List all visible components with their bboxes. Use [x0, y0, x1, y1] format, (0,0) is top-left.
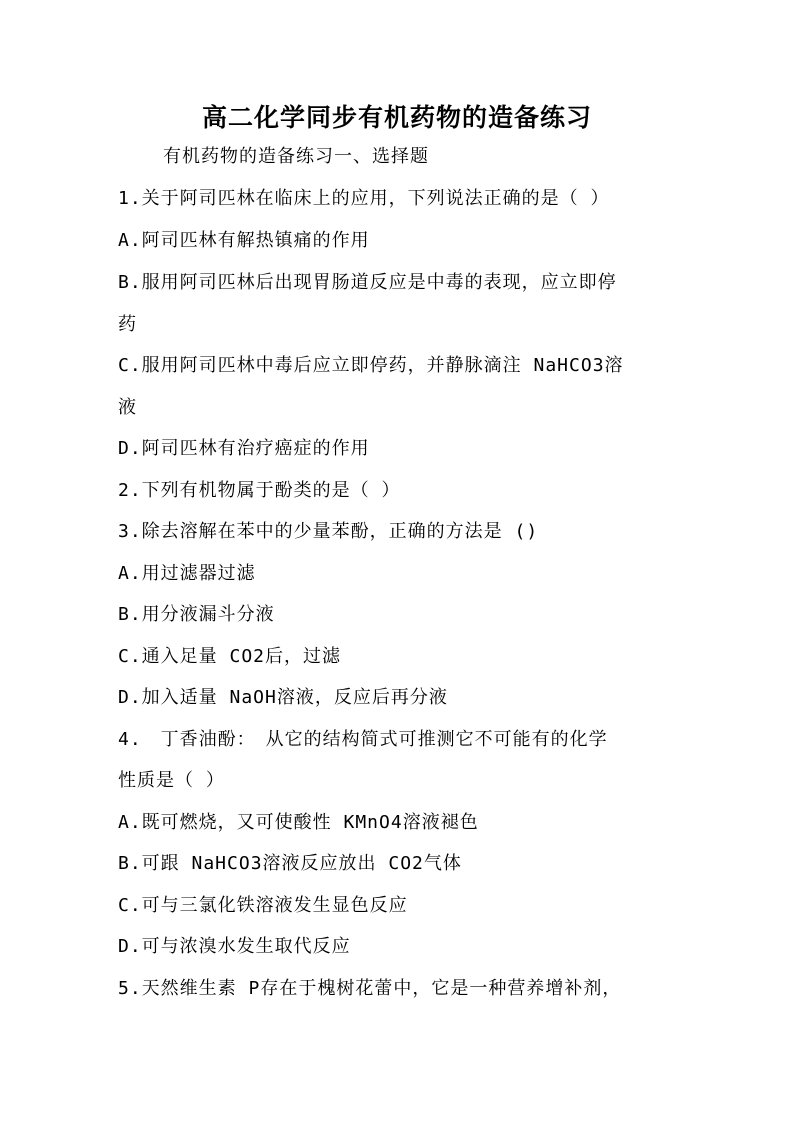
question-4-stem-cont: 性质是（ ）	[118, 770, 225, 791]
question-5-stem: 5.天然维生素 P存在于槐树花蕾中，它是一种营养增补剂，	[118, 978, 622, 999]
question-3-option-d: D.加入适量 NaOH溶液，反应后再分液	[118, 687, 448, 708]
question-3-option-b: B.用分液漏斗分液	[118, 604, 275, 625]
question-1-option-c: C.服用阿司匹林中毒后应立即停药，并静脉滴注 NaHCO3溶	[118, 355, 624, 376]
document-title: 高二化学同步有机药物的造备练习	[201, 103, 592, 132]
question-4-option-b: B.可跟 NaHCO3溶液反应放出 CO2气体	[118, 853, 462, 874]
question-2-stem: 2.下列有机物属于酚类的是（ ）	[118, 480, 401, 501]
question-4-stem: 4. 丁香油酚： 从它的结构简式可推测它不可能有的化学	[118, 729, 608, 750]
question-3-stem: 3.除去溶解在苯中的少量苯酚，正确的方法是 ()	[118, 521, 539, 542]
question-4-option-d: D.可与浓溴水发生取代反应	[118, 936, 351, 957]
question-3-option-a: A.用过滤器过滤	[118, 563, 256, 584]
question-4-option-a: A.既可燃烧，又可使酸性 KMnO4溶液褪色	[118, 812, 479, 833]
question-4-option-c: C.可与三氯化铁溶液发生显色反应	[118, 895, 408, 916]
section-heading: 有机药物的造备练习一、选择题	[163, 146, 429, 167]
question-1-stem: 1.关于阿司匹林在临床上的应用，下列说法正确的是（ ）	[118, 188, 610, 209]
question-1-option-c-cont: 液	[118, 397, 137, 418]
question-1-option-b-cont: 药	[118, 314, 137, 335]
question-3-option-c: C.通入足量 CO2后，过滤	[118, 646, 342, 667]
question-1-option-a: A.阿司匹林有解热镇痛的作用	[118, 230, 370, 251]
question-1-option-b: B.服用阿司匹林后出现胃肠道反应是中毒的表现，应立即停	[118, 272, 617, 293]
question-1-option-d: D.阿司匹林有治疗癌症的作用	[118, 438, 370, 459]
